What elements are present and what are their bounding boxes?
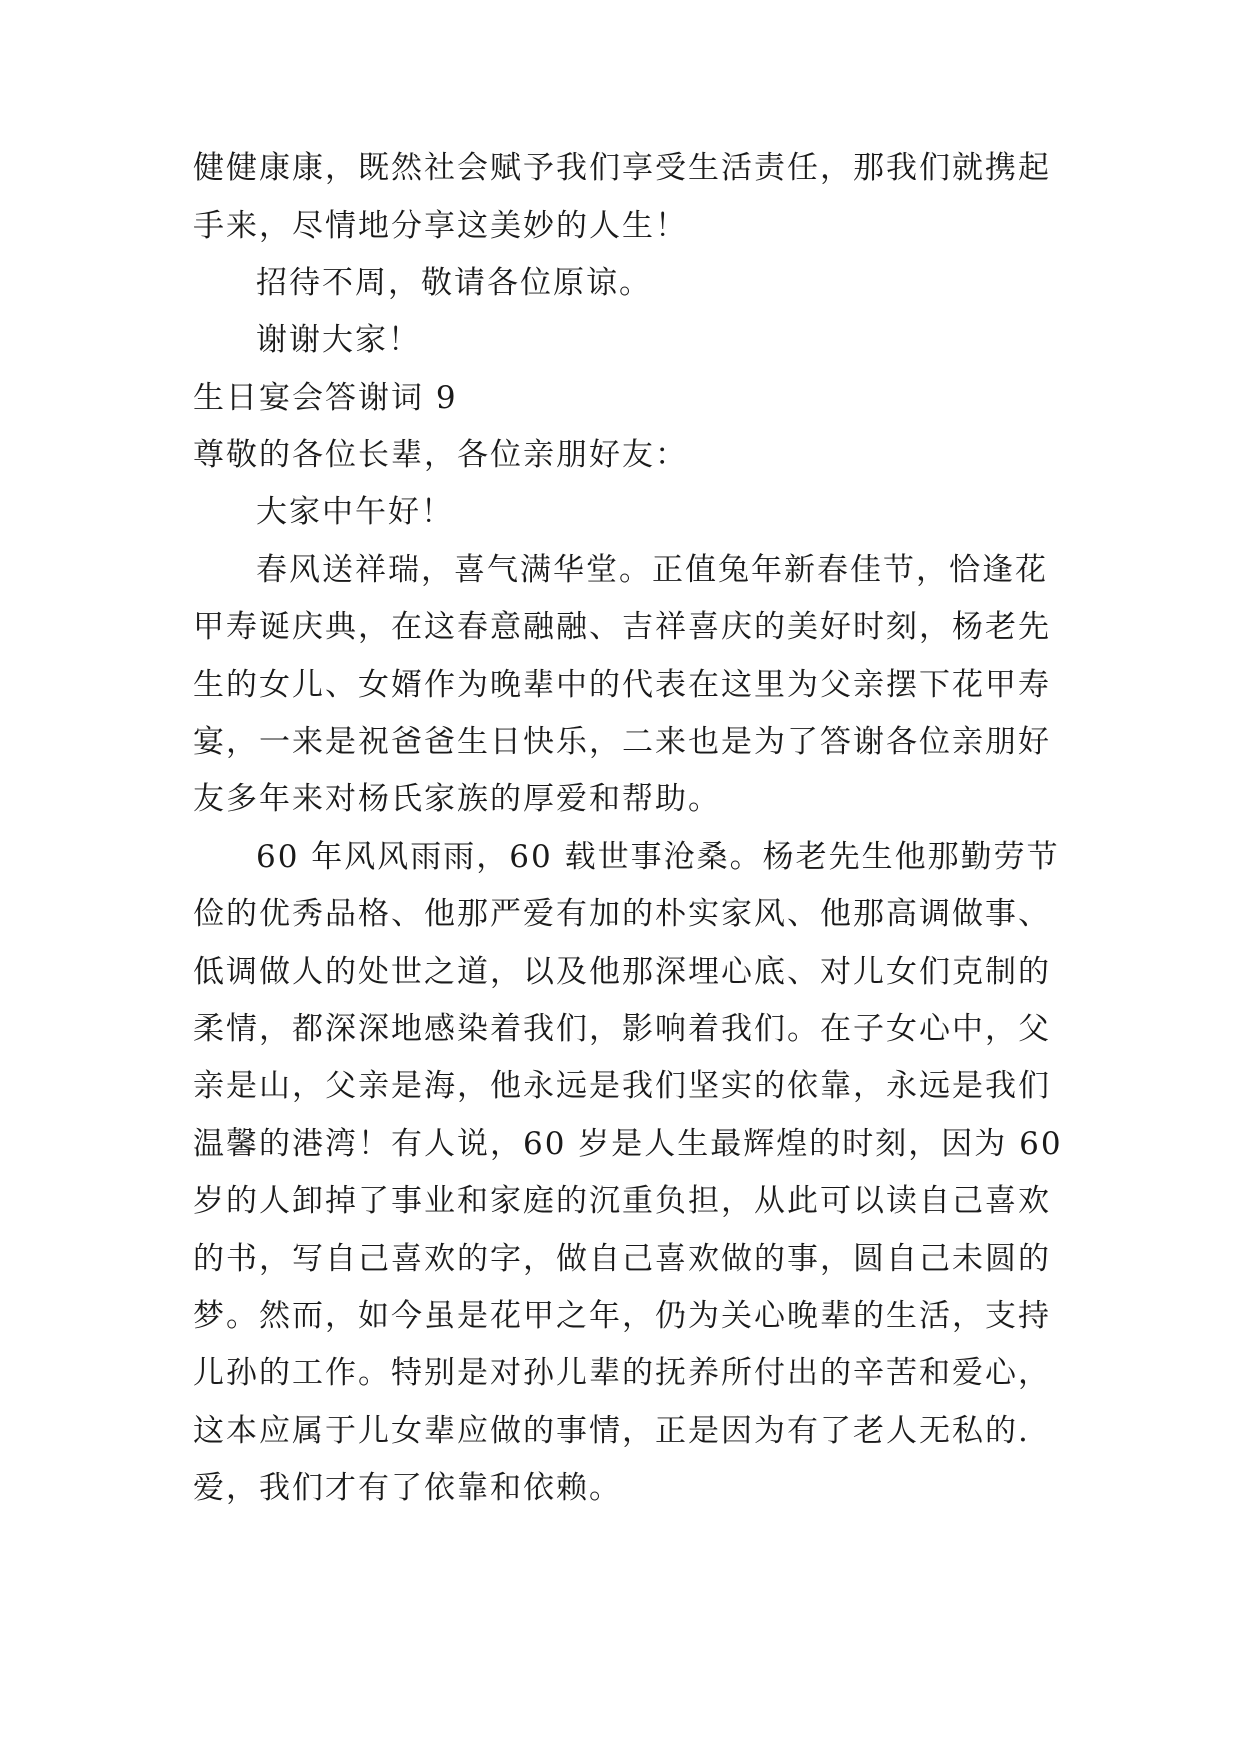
paragraph-line: 温馨的港湾！有人说，60 岁是人生最辉煌的时刻，因为 60: [193, 1126, 1063, 1162]
paragraph-line: 俭的优秀品格、他那严爱有加的朴实家风、他那高调做事、: [193, 896, 1051, 932]
paragraph-line: 生的女儿、女婿作为晚辈中的代表在这里为父亲摆下花甲寿: [193, 667, 1051, 703]
paragraph-line: 柔情，都深深地感染着我们，影响着我们。在子女心中，父: [193, 1011, 1051, 1047]
paragraph-line: 儿孙的工作。特别是对孙儿辈的抚养所付出的辛苦和爱心，: [193, 1355, 1051, 1391]
paragraph-line: 谢谢大家！: [256, 322, 421, 358]
paragraph-line: 低调做人的处世之道，以及他那深埋心底、对儿女们克制的: [193, 954, 1051, 990]
paragraph-line: 手来，尽情地分享这美妙的人生！: [193, 208, 688, 244]
paragraph-line: 招待不周，敬请各位原谅。: [256, 265, 652, 301]
salutation-line: 尊敬的各位长辈，各位亲朋好友：: [193, 437, 688, 473]
section-heading: 生日宴会答谢词 9: [193, 380, 458, 416]
paragraph-line: 梦。然而，如今虽是花甲之年，仍为关心晚辈的生活，支持: [193, 1298, 1051, 1334]
paragraph-line: 友多年来对杨氏家族的厚爱和帮助。: [193, 781, 721, 817]
paragraph-line: 这本应属于儿女辈应做的事情，正是因为有了老人无私的.: [193, 1413, 1030, 1449]
paragraph-line: 春风送祥瑞，喜气满华堂。正值兔年新春佳节，恰逢花: [256, 552, 1048, 588]
paragraph-line: 的书，写自己喜欢的字，做自己喜欢做的事，圆自己未圆的: [193, 1241, 1051, 1277]
paragraph-line: 健健康康，既然社会赋予我们享受生活责任，那我们就携起: [193, 150, 1051, 186]
paragraph-line: 爱，我们才有了依靠和依赖。: [193, 1470, 622, 1506]
paragraph-line: 岁的人卸掉了事业和家庭的沉重负担，从此可以读自己喜欢: [193, 1183, 1051, 1219]
paragraph-line: 亲是山，父亲是海，他永远是我们坚实的依靠，永远是我们: [193, 1068, 1051, 1104]
paragraph-line: 大家中午好！: [256, 494, 454, 530]
paragraph-line: 甲寿诞庆典，在这春意融融、吉祥喜庆的美好时刻，杨老先: [193, 609, 1051, 645]
paragraph-line: 60 年风风雨雨，60 载世事沧桑。杨老先生他那勤劳节: [256, 839, 1060, 875]
paragraph-line: 宴，一来是祝爸爸生日快乐，二来也是为了答谢各位亲朋好: [193, 724, 1051, 760]
